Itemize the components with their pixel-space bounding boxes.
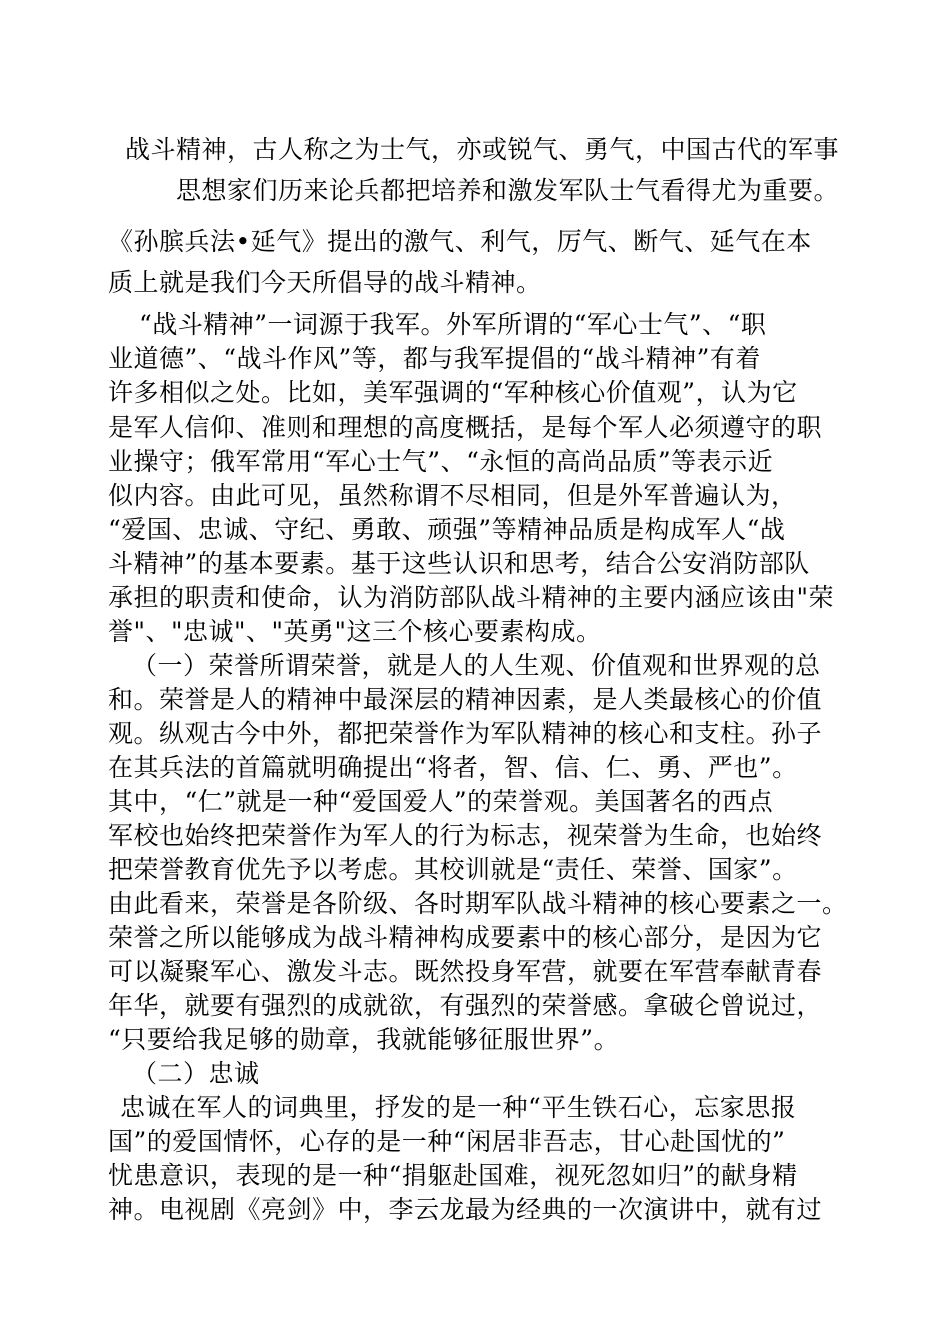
text-line: “战斗精神”一词源于我军。外军所谓的“军心士气”、“职 xyxy=(139,310,767,339)
text-line: 军校也始终把荣誉作为军人的行为标志，视荣誉为生命，也始终 xyxy=(108,821,823,850)
text-line: 忧患意识，表现的是一种“捐躯赴国难，视死忽如归”的献身精 xyxy=(108,1161,798,1190)
text-line: 神。电视剧《亮剑》中，李云龙最为经典的一次演讲中，就有过 xyxy=(108,1195,823,1224)
text-line: 业操守；俄军常用“军心士气”、“永恒的高尚品质”等表示近 xyxy=(108,447,774,476)
text-line: “只要给我足够的勋章，我就能够征服世界”。 xyxy=(108,1025,620,1054)
text-line: 国”的爱国情怀，心存的是一种“闲居非吾志，甘心赴国忧的” xyxy=(108,1127,786,1156)
text-line: 其中，“仁”就是一种“爱国爱人”的荣誉观。美国著名的西点 xyxy=(108,787,774,816)
text-line: 斗精神”的基本要素。基于这些认识和思考，结合公安消防部队 xyxy=(108,549,810,578)
text-line: （一）荣誉所谓荣誉，就是人的人生观、价值观和世界观的总 xyxy=(132,651,821,680)
text-line: 可以凝聚军心、激发斗志。既然投身军营，就要在军营奉献青春 xyxy=(108,957,823,986)
text-line: 《孙膑兵法•延气》提出的激气、利气，厉气、断气、延气在本 xyxy=(108,227,812,256)
text-line: 质上就是我们今天所倡导的战斗精神。 xyxy=(108,268,542,297)
text-line: 荣誉之所以能够成为战斗精神构成要素中的核心部分，是因为它 xyxy=(108,923,823,952)
text-line: 誉"、"忠诚"、"英勇"这三个核心要素构成。 xyxy=(108,617,602,646)
section-heading: （二）忠诚 xyxy=(132,1059,260,1088)
text-line: 由此看来，荣誉是各阶级、各时期军队战斗精神的核心要素之一。 xyxy=(108,889,848,918)
text-line: 把荣誉教育优先予以考虑。其校训就是“责任、荣誉、国家”。 xyxy=(108,855,798,884)
text-line: 许多相似之处。比如，美军强调的“军种核心价值观”，认为它 xyxy=(108,378,798,407)
text-line: 在其兵法的首篇就明确提出“将者，智、信、仁、勇、严也”。 xyxy=(108,753,798,782)
text-line: 业道德”、“战斗作风”等，都与我军提倡的“战斗精神”有着 xyxy=(108,344,761,373)
text-line: 承担的职责和使命，认为消防部队战斗精神的主要内涵应该由"荣 xyxy=(108,583,835,612)
text-line: 年华，就要有强烈的成就欲，有强烈的荣誉感。拿破仑曾说过， xyxy=(108,991,823,1020)
text-line: 战斗精神，古人称之为士气，亦或锐气、勇气，中国古代的军事 xyxy=(125,135,840,164)
text-line: 观。纵观古今中外，都把荣誉作为军队精神的核心和支柱。孙子 xyxy=(108,719,823,748)
text-line: 是军人信仰、准则和理想的高度概括，是每个军人必须遵守的职 xyxy=(108,413,823,442)
text-line: 忠诚在军人的词典里，抒发的是一种“平生铁石心，忘家思报 xyxy=(120,1093,797,1122)
text-line: 思想家们历来论兵都把培养和激发军队士气看得尤为重要。 xyxy=(176,176,840,205)
text-line: “爱国、忠诚、守纪、勇敢、顽强”等精神品质是构成军人“战 xyxy=(108,515,786,544)
text-line: 似内容。由此可见，虽然称谓不尽相同，但是外军普遍认为， xyxy=(108,481,797,510)
text-line: 和。荣誉是人的精神中最深层的精神因素，是人类最核心的价值 xyxy=(108,685,823,714)
